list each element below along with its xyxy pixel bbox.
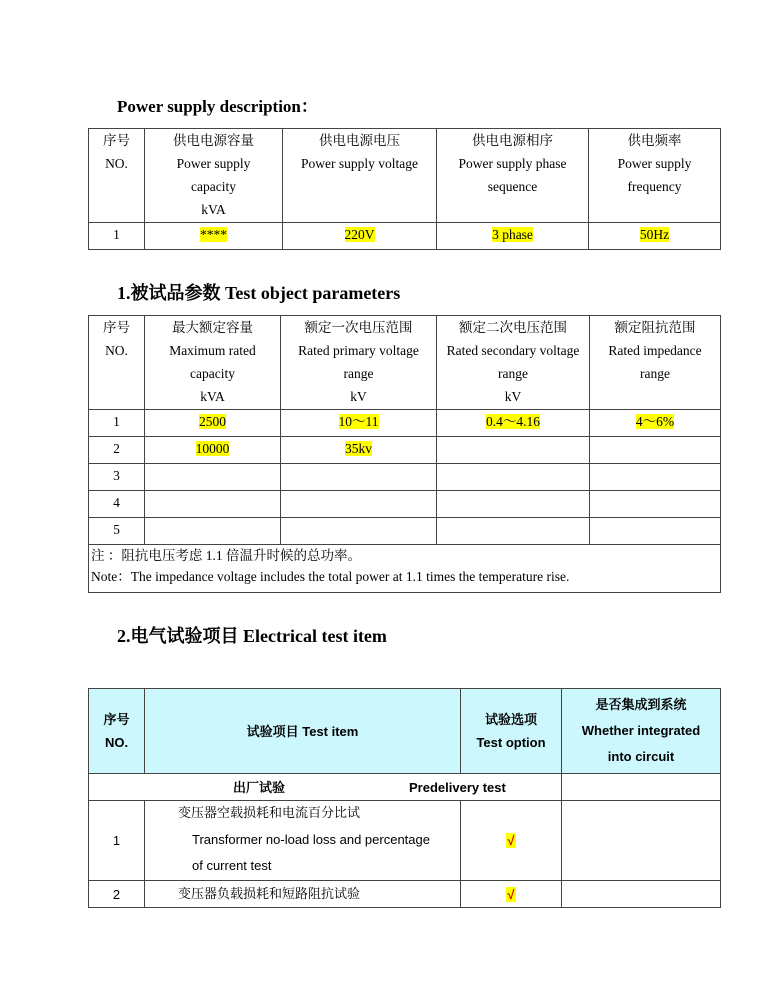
note-row (89, 545, 721, 593)
header-secondary-voltage: 额定二次电压范围 Rated secondary voltage range kV (437, 316, 590, 410)
cell-no: 2 (89, 881, 145, 908)
test-object-table (88, 315, 721, 593)
cell-capacity: **** (145, 223, 283, 250)
table-header-row (89, 689, 721, 774)
electrical-test-title: 2.电气试验项目 Electrical test item (117, 626, 387, 646)
table-row (89, 223, 721, 250)
power-supply-table (88, 128, 721, 250)
power-supply-title: Power supply description： (117, 97, 318, 116)
table-row (89, 491, 721, 518)
cell-frequency: 50Hz (589, 223, 721, 250)
table-header-row (89, 316, 721, 410)
cell-test-item: 变压器空载损耗和电流百分比试 Transformer no-load loss and percentage of current test (145, 801, 461, 881)
cell-secondary (437, 437, 590, 464)
cell-capacity: 2500 (145, 410, 281, 437)
cell-no: 1 (89, 223, 145, 250)
cell-impedance: 4～6% (590, 410, 721, 437)
header-no: 序号 NO. (89, 316, 145, 410)
table-header-row (89, 129, 721, 223)
cell-option (461, 881, 562, 908)
cell-impedance (590, 437, 721, 464)
cell-no: 4 (89, 491, 145, 518)
header-no: 序号 NO. (89, 129, 145, 223)
table-row (89, 518, 721, 545)
group-row (89, 774, 721, 801)
header-primary-voltage: 额定一次电压范围 Rated primary voltage range kV (281, 316, 437, 410)
header-voltage: 供电电源电压 Power supply voltage (283, 129, 437, 223)
header-impedance: 额定阻抗范围 Rated impedance range (590, 316, 721, 410)
group-label: 出厂试验 Predelivery test (89, 774, 562, 801)
table-row (89, 437, 721, 464)
table-row (89, 881, 721, 908)
table-row (89, 801, 721, 881)
check-icon: √ (507, 886, 515, 902)
cell-option (461, 801, 562, 881)
cell-primary: 10～11 (281, 410, 437, 437)
check-icon: √ (507, 833, 515, 848)
header-capacity: 供电电源容量 Power supply capacity kVA (145, 129, 283, 223)
table-row (89, 464, 721, 491)
cell-no: 1 (89, 801, 145, 881)
cell-phase: 3 phase (437, 223, 589, 250)
cell-no: 2 (89, 437, 145, 464)
electrical-test-table (88, 688, 721, 908)
cell-no: 5 (89, 518, 145, 545)
cell-capacity: 10000 (145, 437, 281, 464)
header-max-capacity: 最大额定容量 Maximum rated capacity kVA (145, 316, 281, 410)
cell-secondary: 0.4～4.16 (437, 410, 590, 437)
test-object-title: 1.被试品参数 Test object parameters (117, 283, 401, 303)
cell-primary: 35kv (281, 437, 437, 464)
note-cn: 注 ：阻抗电压考虑 1.1 倍温升时候的总功率。 (91, 548, 361, 563)
cell-no: 3 (89, 464, 145, 491)
header-frequency: 供电频率 Power supply frequency (589, 129, 721, 223)
header-phase: 供电电源相序 Power supply phase sequence (437, 129, 589, 223)
note-en: Note：The impedance voltage includes the total power at 1.1 times the temperature rise. (91, 569, 570, 584)
cell-voltage: 220V (283, 223, 437, 250)
header-test-item: 试验项目 Test item (145, 689, 461, 774)
cell-test-item: 变压器负载损耗和短路阻抗试验 (145, 881, 461, 908)
header-integrated: 是否集成到系统 Whether integrated into circuit (562, 689, 721, 774)
header-no: 序号 NO. (89, 689, 145, 774)
cell-no: 1 (89, 410, 145, 437)
note-cell (89, 545, 721, 593)
header-test-option: 试验选项 Test option (461, 689, 562, 774)
table-row (89, 410, 721, 437)
